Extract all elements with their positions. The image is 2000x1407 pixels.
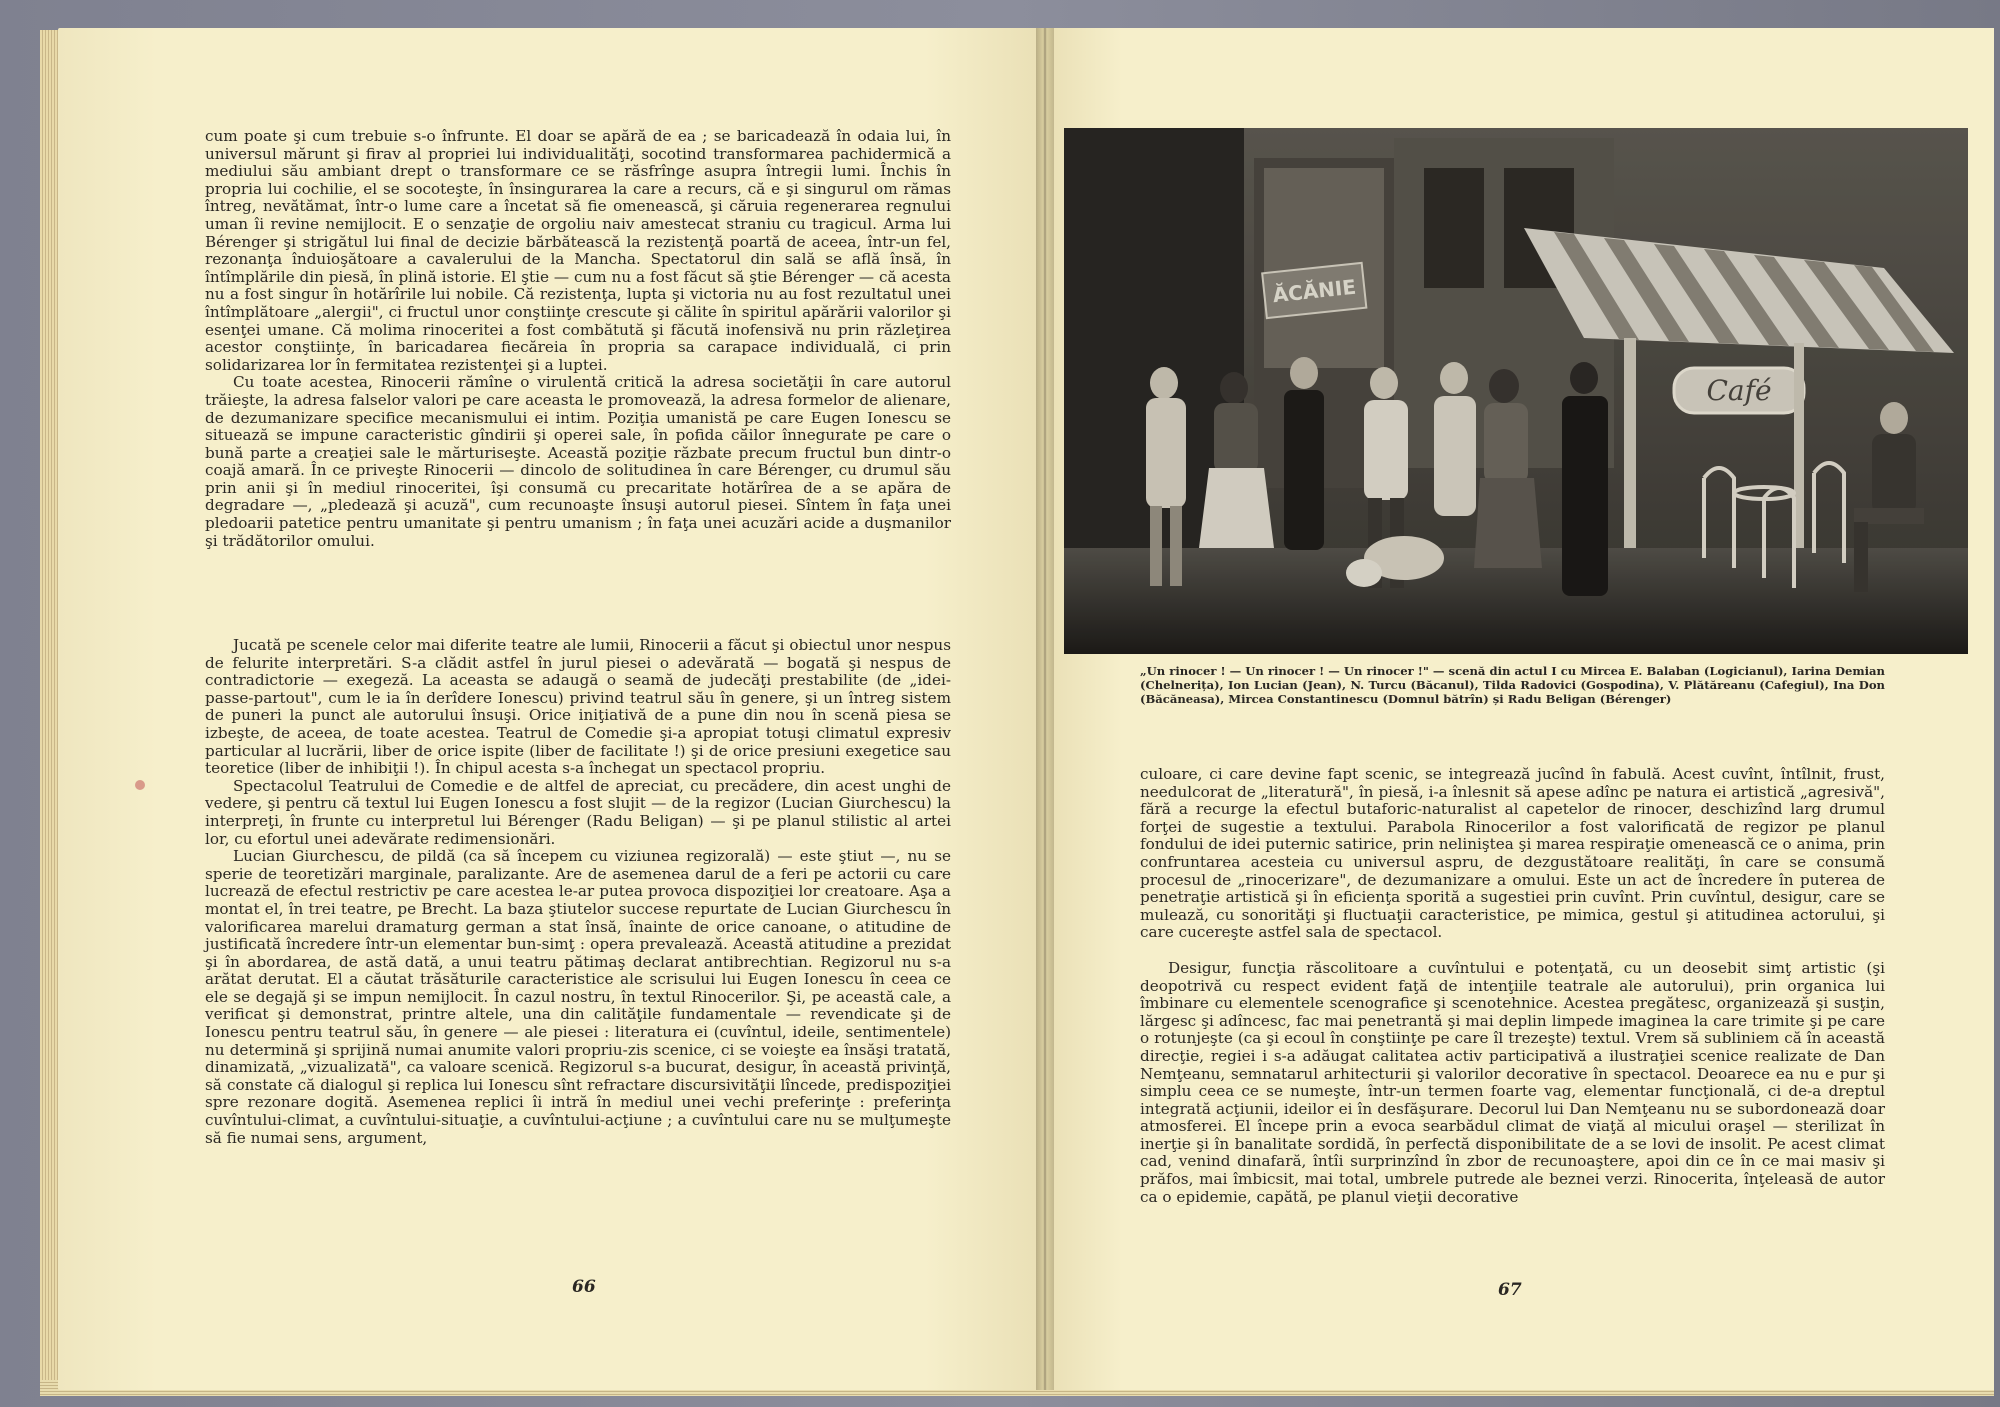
page-number-right: 67 [1498, 1280, 1522, 1300]
paragraph: culoare, ci care devine fapt scenic, se integrează jucînd în fabulă. Acest cuvînt, întîlnit, frust, needulcorat de „literatură", în piesă, i-a înlesnit să apese adînc pe natura ei artistică „agresivă", fără a recurge la efectul butaforic-naturalist al capetelor de rinocer, deschizînd larg drumul forţei de sugestie a textului. Parabola Rinocerilor a fost valorificată de regizor pe planul fondului de idei puternic satirice, prin neliniştea şi marea respiraţie omenească ce o anima, prin confruntarea acesteia cu universul aspru, de dezgustătoare realităţi, în care se consumă procesul de „rinocerizare", de dezumanizare a omului. Este un act de încredere în puterea de penetraţie artistică şi în eficienţa sporită a sugestiei prin cuvînt. Prin cuvîntul, desigur, care se mulează, cu sonorităţi şi fluctuaţii caracteristice, pe mimica, gestul şi atitudinea actorului, şi care cucereşte astfel sala de spectacol. [1140, 765, 1885, 942]
stage-photo-drawing [1064, 128, 1968, 654]
paragraph: Spectacolul Teatrului de Comedie e de altfel de apreciat, cu precădere, din acest unghi de vedere, şi pentru că textul lui Eugen Ionescu a fost slujit — de la regizor (Lucian Giurchescu) la interpreţi, în frunte cu interpretul lui Bérenger (Radu Beligan) — şi pe planul stilistic al artei lor, cu efortul unei adevărate redimensionări. [205, 776, 951, 848]
cafe-sign-text: Café [1706, 374, 1772, 407]
right-page-text [1140, 766, 1885, 1206]
paragraph: cum poate şi cum trebuie s-o înfrunte. El doar se apără de ea ; se baricadează în odaia lui, în universul mărunt şi firav al propriei lui individualităţi, socotind transformarea pachidermică a mediului său ambiant drept o transformare ce se răsfrînge asupra întregii lumi. Închis în propria lui cochilie, el se socoteşte, în însingurarea la care a recurs, că e şi singurul om rămas întreg, nevătămat, într-o lume care a încetat să fie omenească, şi căruia regenerarea regnului uman îi revine nemijlocit. E o senzaţie de orgoliu naiv amestecat straniu cu tragicul. Arma lui Bérenger şi strigătul lui final de decizie bărbătească la rezistenţă poartă de aceea, într-un fel, rezonanţa înduioşătoare a cavalerului de la Mancha. Spectatorul din sală se află însă, în întîmplările din piesă, în plină istorie. El ştie — cum nu a fost făcut să ştie Bérenger — că acesta nu a fost singur în hotărîrile lui nobile. Că rezistenţa, lupta şi victoria nu au fost rezultatul unei întîmplătoare „alergii", ci fructul unor conştiinţe crescute şi călite în spiritul apărării valorilor şi esenţei umane. Că molima rinoceritei a fost combătută şi făcută inofensivă nu prin răzleţirea acestor conştiinţe, în baricadarea fiecăreia în propria sa carapace individuală, ci prin solidarizarea lor în fermitatea rezistenţei şi a luptei. [205, 127, 951, 374]
grocery-sign-text: ĂCĂNIE [1271, 274, 1358, 308]
left-page-text-top [205, 128, 951, 550]
stage-photo [1064, 128, 1968, 654]
page-number-left: 66 [572, 1277, 596, 1297]
paragraph: Desigur, funcţia răscolitoare a cuvîntului e potenţată, cu un deosebit simţ artistic (şi deopotrivă cu respect evident faţă de intenţiile teatrale ale autorului), prin organica lui îmbinare cu elementele scenografice şi scenotehnice. Acestea pregătesc, organizează şi susţin, lărgesc şi adîncesc, fac mai penetrantă şi mai deplin limpede imaginea la care trimite şi pe care o rotunjeşte (ca şi ecoul în conştiinţe pe care îl trezeşte) textul. Vrem să subliniem că în această direcţie, regiei i s-a adăugat calitatea activ participativă a ilustraţiei scenice realizate de Dan Nemţeanu, semnatarul arhitecturii şi valorilor decorative în spectacol. Deoarece ea nu e pur şi simplu ceea ce se numeşte, într-un termen foarte vag, elementar funcţională, ci de-a dreptul integrată acţiunii, ideilor ei în desfăşurare. Decorul lui Dan Nemţeanu nu se subordonează doar atmosferei. El începe prin a evoca searbădul climat de viaţă al micului oraşel — sterilizat în inerţie şi în banalitate sordidă, în perfectă disponibilitate de a se lovi de insolit. Pe acest climat cad, venind dinafară, întîi surprinzînd în zbor de recunoaştere, apoi din ce în ce mai masiv şi prăfos, mai îmbicsit, mai total, umbrele putrede ale beznei verzi. Rinocerita, înţeleasă de autor ca o epidemie, capătă, pe planul vieţii decorative [1140, 958, 1885, 1206]
photo-caption: „Un rinocer ! — Un rinocer ! — Un rinocer !" — scenă din actul I cu Mircea E. Balaban (Logicianul), Iarina Demian (Chelnerița), Ion Lucian (Jean), N. Turcu (Băcanul), Tilda Radovici (Gospodina), V. Plătăreanu (Cafegiul), Ina Don (Băcăneasa), Mircea Constantinescu (Domnul bătrîn) și Radu Beligan (Bérenger) [1140, 664, 1885, 706]
paragraph: Cu toate acestea, Rinocerii rămîne o virulentă critică la adresa societăţii în care autorul trăieşte, la adresa falselor valori pe care aceasta le promovează, la adresa formelor de alienare, de dezumanizare specifice mecanismului ei intim. Poziţia umanistă pe care Eugen Ionescu se situează se impune caracteristic gîndirii şi operei sale, în pofida căilor înnegurate pe care o bună parte a creaţiei sale le mărturiseşte. Această poziţie răzbate precum fructul bun dintr-o coajă amară. În ce priveşte Rinocerii — dincolo de solitudinea în care Bérenger, cu drumul său prin anii şi în mediul rinoceritei, îşi consumă cu precaritate hotărîrea de a se apăra de degradare —, „pledează şi acuză", cum recunoaşte însuşi autorul piesei. Sîntem în faţa unei pledoarii patetice pentru umanitate şi pentru umanism ; în faţa unei acuzări acide a duşmanilor şi trădătorilor omului. [205, 373, 951, 550]
margin-ink-mark [135, 780, 145, 790]
paragraph: Jucată pe scenele celor mai diferite teatre ale lumii, Rinocerii a făcut şi obiectul unor nespus de felurite interpretări. S-a clădit astfel în jurul piesei o adevărată — bogată şi nespus de contradictorie — exegeză. La aceasta se adaugă o seamă de judecăţi prestabilite (de „idei-passe-partout", cum le ia în derîdere Ionescu) privind teatrul său în genere, şi un întreg sistem de puneri la punct ale autorului însuşi. Orice iniţiativă de a pune din nou în scenă piesa se izbeşte, de aceea, de toate acestea. Teatrul de Comedie şi-a apropiat totuşi climatul expresiv particular al lucrării, liber de orice ispite (liber de facilitate !) şi de orice presiuni exegetice sau teoretice (liber de inhibiţii !). În chipul acesta s-a închegat un spectacol propriu. [205, 636, 951, 778]
book-gutter [1036, 28, 1054, 1390]
left-page-text-bottom [205, 637, 951, 1147]
paragraph: Lucian Giurchescu, de pildă (ca să începem cu viziunea regizorală) — este ştiut —, nu se sperie de teoretizări marginale, paralizante. Are de asemenea darul de a feri pe actorii cu care lucrează de efectul restrictiv pe care acestea le-ar putea provoca dispoziţiei lor creatoare. Aşa a montat el, în trei teatre, pe Brecht. La baza ştiutelor succese repurtate de Lucian Giurchescu în valorificarea marelui dramaturg german a stat însă, înainte de orice canoane, o atitudine de justificată încredere într-un elementar bun-simţ : opera prevalează. Această atitudine a prezidat şi în abordarea, de astă dată, a unui teatru pătimaş declarat antibrechtian. Regizorul nu s-a arătat derutat. El a căutat trăsăturile caracteristice ale scrisului lui Eugen Ionescu în ceea ce ele se degajă şi se impun nemijlocit. În cazul nostru, în textul Rinocerilor. Şi, pe această cale, a verificat şi demonstrat, printre altele, una din calităţile fundamentale — revendicate şi de Ionescu pentru teatrul său, în genere — ale piesei : literatura ei (cuvîntul, ideile, sentimentele) nu determină şi sprijină numai anumite valori propriu-zis scenice, ci se voieşte ea însăşi tratată, dinamizată, „vizualizată", ca valoare scenică. Regizorul s-a bucurat, desigur, în această privinţă, să constate că dialogul şi replica lui Ionescu sînt refractare discursivităţii lîncede, predispoziţiei spre rezonare dogită. Asemenea replici îi intră în mediul unei vechi preferinţe : preferinţa cuvîntului-climat, a cuvîntului-situaţie, a cuvîntului-acţiune ; a cuvîntului care nu se mulţumeşte să fie numai sens, argument, [205, 847, 951, 1147]
